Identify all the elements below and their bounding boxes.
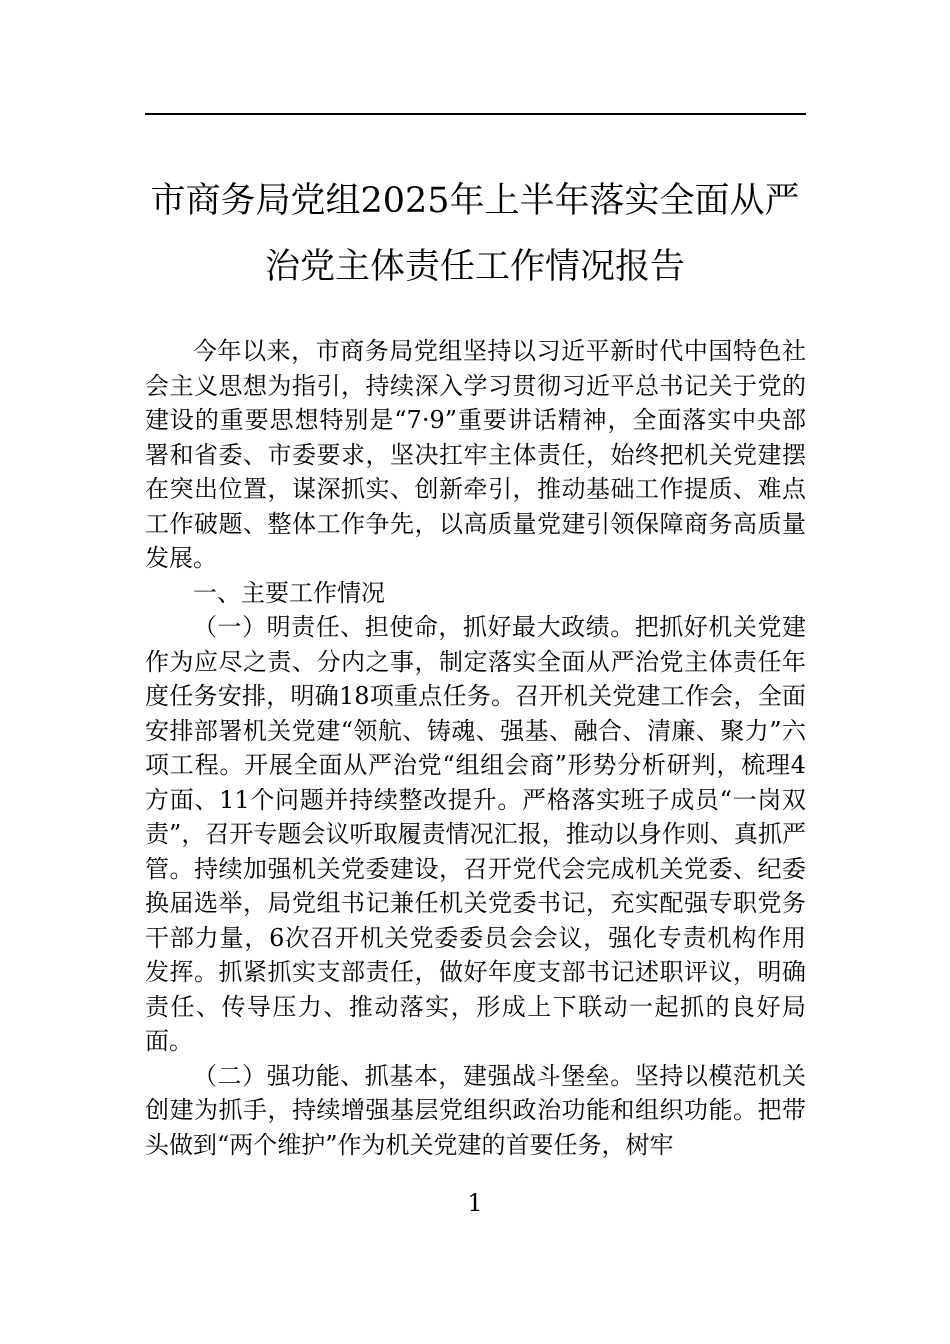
header-rule	[145, 113, 806, 115]
title-line-2: 治党主体责任工作情况报告	[264, 247, 685, 287]
subsection-paragraph-1: （一）明责任、担使命，抓好最大政绩。把抓好机关党建作为应尽之责、分内之事，制定落实全面从严治党主体责任年度任务安排，明确18项重点任务。召开机关党建工作会，全面安排部署机关党建“领航、铸魂、强基、融合、清廉、聚力”六项工程。开展全面从严治党“组组会商”形势分析研判，梳理4方面、11个问题并持续整改提升。严格落实班子成员“一岗双责”，召开专题会议听取履责情况汇报，推动以身作则、真抓严管。持续加强机关党委建设，召开党代会完成机关党委、纪委换届选举，局党组书记兼任机关党委书记，充实配强专职党务干部力量，6次召开机关党委委员会会议，强化专责机构作用发挥。抓紧抓实支部责任，做好年度支部书记述职评议，明确责任、传导压力、推动落实，形成上下联动一起抓的良好局面。	[145, 613, 806, 1055]
document-body	[145, 334, 806, 1162]
subsection-paragraph-2: （二）强功能、抓基本，建强战斗堡垒。坚持以模范机关创建为抓手，持续增强基层党组织政治功能和组织功能。把带头做到“两个维护”作为机关党建的首要任务，树牢	[145, 1061, 806, 1159]
intro-paragraph: 今年以来，市商务局党组坚持以习近平新时代中国特色社会主义思想为指引，持续深入学习贯彻习近平总书记关于党的建设的重要思想特别是“7·9”重要讲话精神，全面落实中央部署和省委、市委要求，坚决扛牢主体责任，始终把机关党建摆在突出位置，谋深抓实、创新牵引，推动基础工作提质、难点工作破题、整体工作争先，以高质量党建引领保障商务高质量发展。	[145, 337, 806, 572]
title-line-1: 市商务局党组2025年上半年落实全面从严	[150, 181, 800, 221]
section-heading: 一、主要工作情况	[193, 578, 385, 607]
page-number: 1	[467, 1189, 483, 1217]
document-title	[110, 168, 840, 300]
